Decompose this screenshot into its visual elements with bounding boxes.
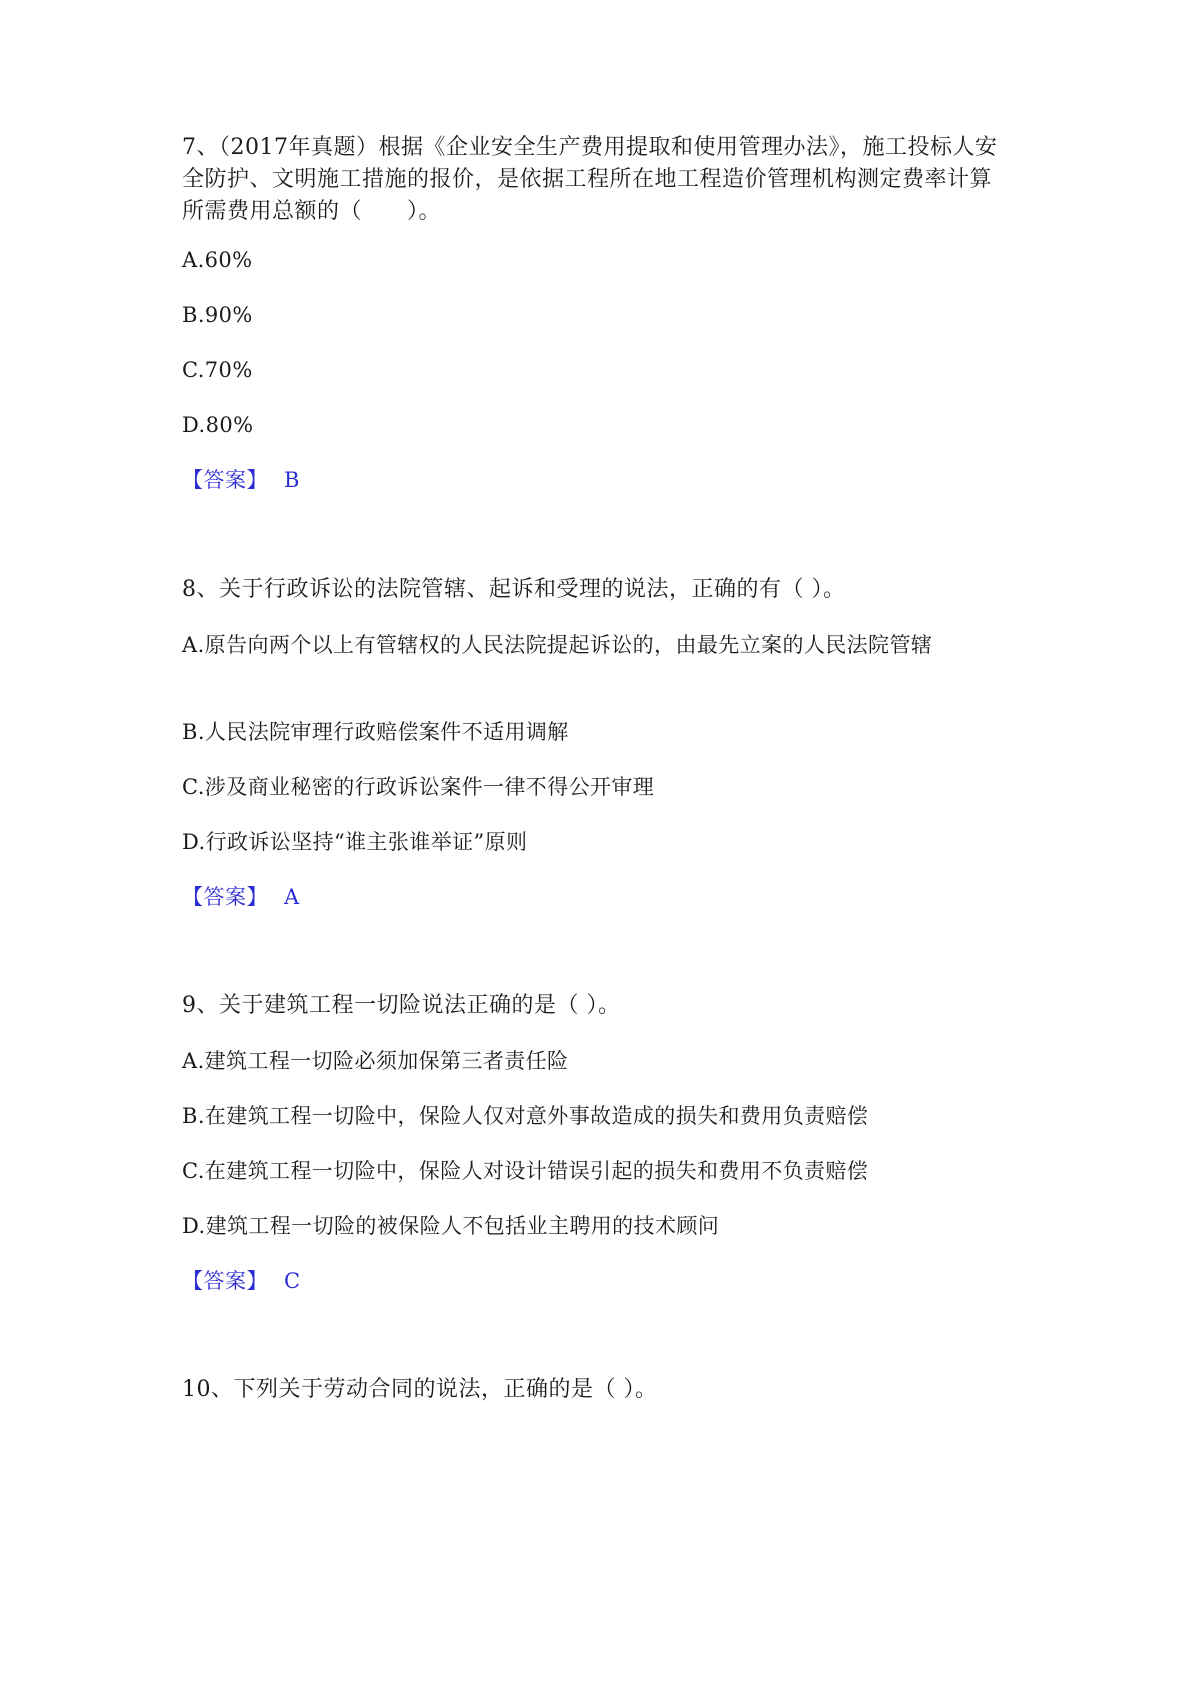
option-b: B.在建筑工程一切险中，保险人仅对意外事故造成的损失和费用负责赔偿 bbox=[182, 1104, 869, 1128]
option-d: D.建筑工程一切险的被保险人不包括业主聘用的技术顾问 bbox=[182, 1214, 720, 1238]
option-c: C.在建筑工程一切险中，保险人对设计错误引起的损失和费用不负责赔偿 bbox=[182, 1159, 869, 1183]
answer-value: A bbox=[284, 885, 300, 909]
option-b: B.人民法院审理行政赔偿案件不适用调解 bbox=[182, 720, 569, 744]
option-a: A.60% bbox=[182, 248, 253, 272]
option-c: C.70% bbox=[182, 358, 253, 382]
question-stem: 7、（2017年真题）根据《企业安全生产费用提取和使用管理办法》，施工投标人安全防护、文明施工措施的报价，是依据工程所在地工程造价管理机构测定费率计算所需费用总额的（ ）。 bbox=[182, 135, 998, 224]
answer-line bbox=[182, 881, 1012, 913]
answer-value: C bbox=[284, 1269, 301, 1293]
question-stem: 10、下列关于劳动合同的说法，正确的是（ ）。 bbox=[182, 1377, 658, 1402]
option-d: D.行政诉讼坚持“谁主张谁举证”原则 bbox=[182, 830, 528, 854]
answer-line bbox=[182, 1265, 1012, 1297]
question-stem: 9、关于建筑工程一切险说法正确的是（ ）。 bbox=[182, 993, 621, 1018]
answer-line bbox=[182, 464, 1012, 496]
answer-label: 【答案】 bbox=[182, 885, 268, 909]
answer-label: 【答案】 bbox=[182, 468, 268, 492]
question-stem: 8、关于行政诉讼的法院管辖、起诉和受理的说法，正确的有（ ）。 bbox=[182, 577, 846, 602]
answer-value: B bbox=[284, 468, 300, 492]
answer-label: 【答案】 bbox=[182, 1269, 268, 1293]
option-d: D.80% bbox=[182, 413, 254, 437]
option-b: B.90% bbox=[182, 303, 253, 327]
option-a: A.原告向两个以上有管辖权的人民法院提起诉讼的，由最先立案的人民法院管辖 bbox=[182, 633, 933, 657]
option-c: C.涉及商业秘密的行政诉讼案件一律不得公开审理 bbox=[182, 775, 655, 799]
option-a: A.建筑工程一切险必须加保第三者责任险 bbox=[182, 1049, 569, 1073]
